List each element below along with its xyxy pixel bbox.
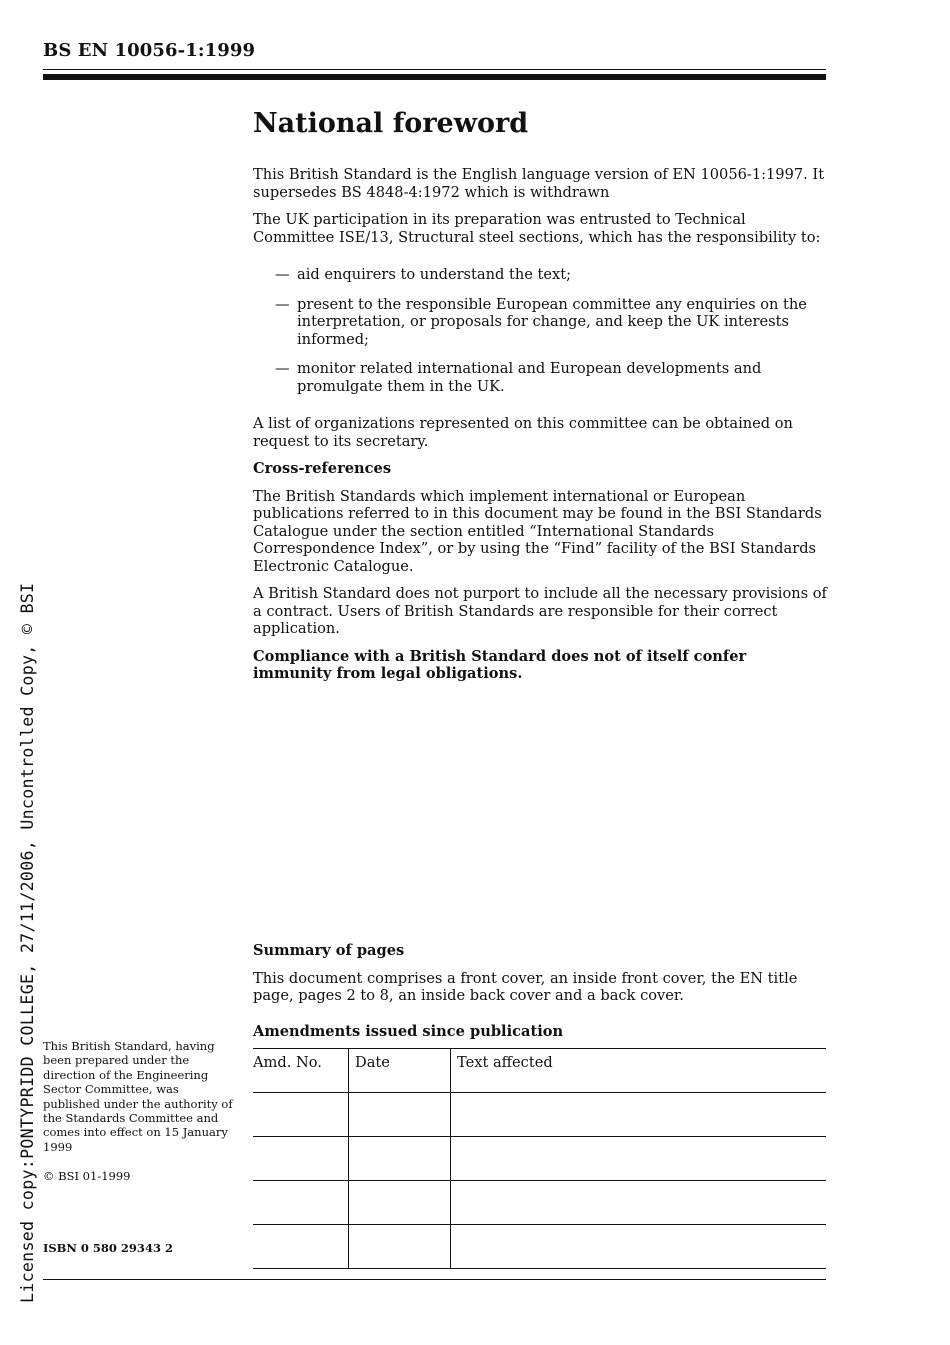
foreword-content xyxy=(253,106,828,693)
paragraph-version: This British Standard is the English language version of EN 10056-1:1997. It supersedes BS 4848-4:1972 which is withdrawn xyxy=(253,166,825,201)
publication-note: This British Standard, having been prepared under the direction of the Engineering Sector Committee, was published under the authority of the Standards Committee and comes into effect on 15 January 1999 xyxy=(43,1039,233,1154)
isbn: ISBN 0 580 29343 2 xyxy=(43,1241,173,1255)
page-title: National foreword xyxy=(253,108,529,139)
summary-heading: Summary of pages xyxy=(253,942,405,959)
document-id: BS EN 10056-1:1999 xyxy=(43,40,256,61)
column-header-text-affected: Text affected xyxy=(451,1049,827,1093)
dash-marker: — xyxy=(275,266,290,283)
summary-text: This document comprises a front cover, an inside front cover, the EN title page, pages 2 to 8, an inside back cover and a back cover. xyxy=(253,969,798,1004)
column-header-date: Date xyxy=(349,1049,451,1093)
amendments-table xyxy=(253,1048,826,1269)
dash-marker: — xyxy=(275,295,290,313)
header-rule-thin xyxy=(43,69,826,70)
paragraph-organizations: A list of organizations represented on this committee can be obtained on request to its secretary. xyxy=(253,415,793,450)
copyright-notice: © BSI 01-1999 xyxy=(43,1169,131,1183)
list-item: — monitor related international and European developments and promulgate them in the UK. xyxy=(275,360,762,395)
table-header-row xyxy=(253,1049,826,1093)
paragraph-committee: The UK participation in its preparation was entrusted to Technical Committee ISE/13, Structural steel sections, which has the responsibility to: xyxy=(253,211,821,246)
dash-marker: — xyxy=(275,360,290,377)
header-rule-thick xyxy=(43,74,826,80)
paragraph-compliance: Compliance with a British Standard does not of itself confer immunity from legal obligations. xyxy=(253,647,747,682)
list-item: — aid enquirers to understand the text; xyxy=(275,266,572,283)
amendments-heading: Amendments issued since publication xyxy=(253,1023,564,1040)
table-row xyxy=(253,1181,826,1225)
paragraph-provisions: A British Standard does not purport to include all the necessary provisions of a contract. Users of British Standards are responsible for their correct application. xyxy=(253,585,827,637)
table-row xyxy=(253,1137,826,1181)
responsibility-list xyxy=(253,266,828,395)
table-row xyxy=(253,1093,826,1137)
table-row xyxy=(253,1225,826,1269)
paragraph-crossref: The British Standards which implement international or European publications referred to in this document may be found in the BSI Standards Catalogue under the section entitled “International Standards Correspondence Index”, or by using the “Find” facility of the BSI Standards Electronic Catalogue. xyxy=(253,487,822,575)
license-watermark: Licensed copy:PONTYPRIDD COLLEGE, 27/11/2006, Uncontrolled Copy, © BSI xyxy=(18,582,37,1303)
summary-section xyxy=(253,942,828,1015)
column-header-amd-no: Amd. No. xyxy=(253,1049,349,1093)
crossref-heading: Cross-references xyxy=(253,460,392,477)
footer-rule xyxy=(43,1279,826,1280)
list-item: — present to the responsible European committee any enquiries on the interpretation, or proposals for change, and keep the UK interests informed; xyxy=(275,295,807,348)
